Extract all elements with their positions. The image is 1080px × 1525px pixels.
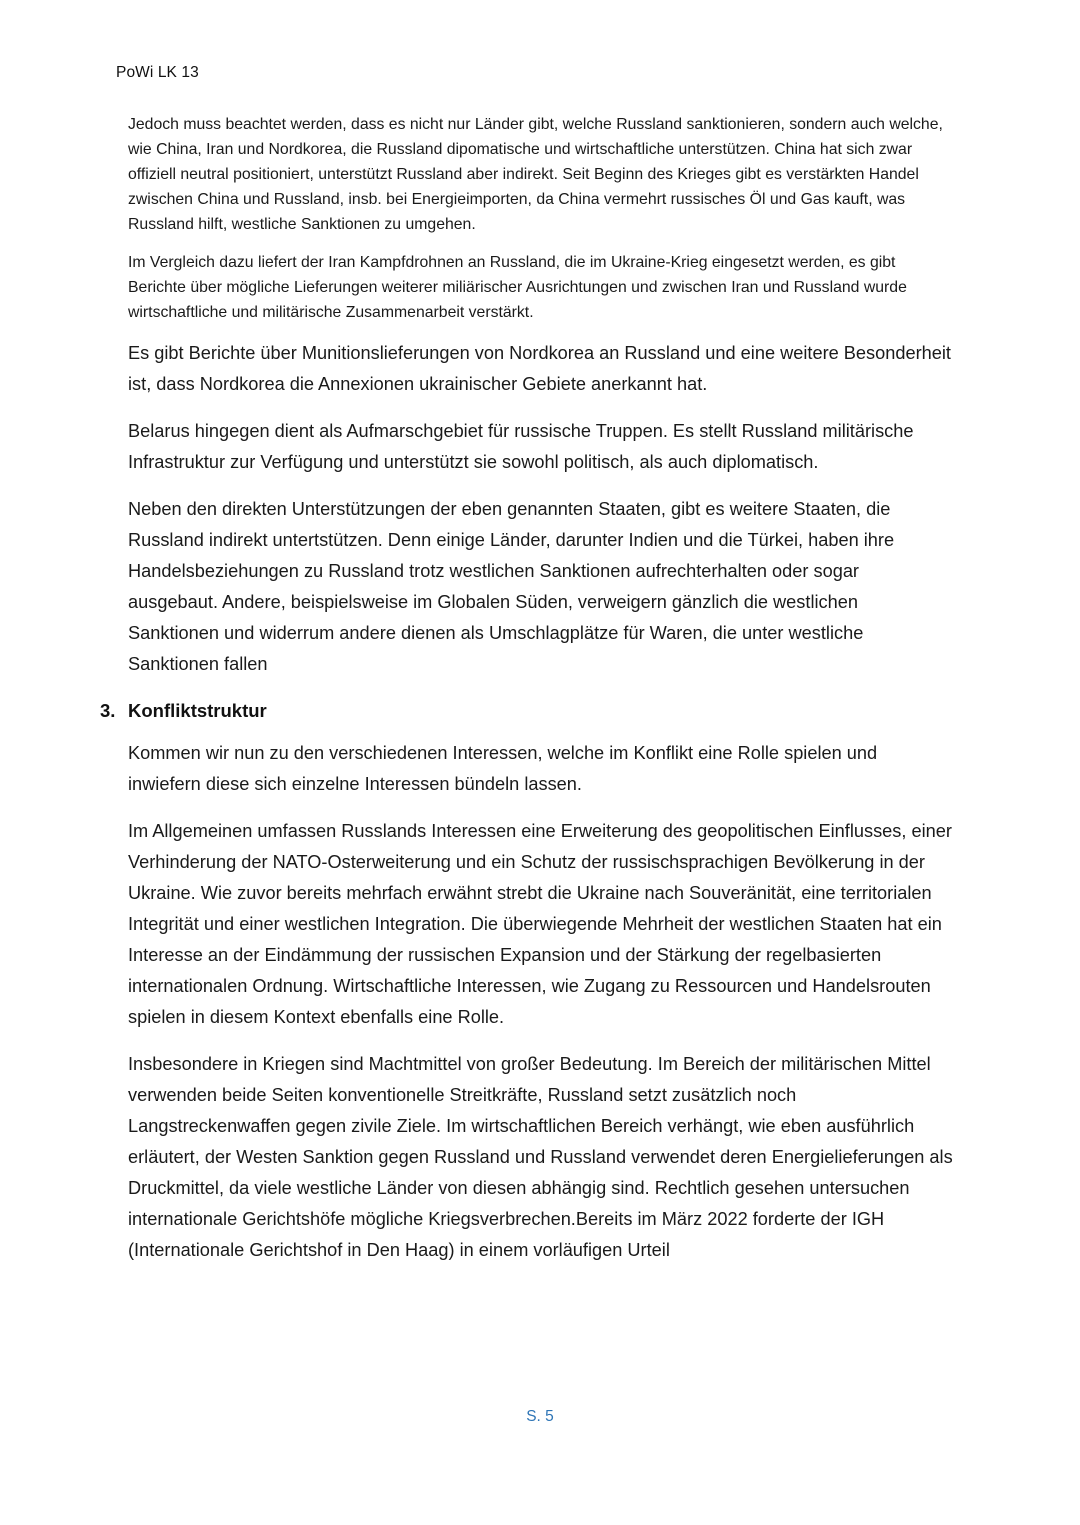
paragraph-belarus-support: Belarus hingegen dient als Aufmarschgebiet für russische Truppen. Es stellt Russland militärische Infrastruktur zur Verfügung und unterstützt sie sowohl politisch, als auch diplomatisch. <box>128 421 914 472</box>
paragraph-nordkorea-support: Es gibt Berichte über Munitionslieferungen von Nordkorea an Russland und eine weitere Besonderheit ist, dass Nordkorea die Annexionen ukrainischer Gebiete anerkannt hat. <box>128 343 951 394</box>
section-heading-konfliktstruktur <box>100 696 953 726</box>
section-title: Konfliktstruktur <box>128 700 267 721</box>
document-body <box>100 112 953 1282</box>
paragraph-indirect-support: Neben den direkten Unterstützungen der eben genannten Staaten, gibt es weitere Staaten, die Russland indirekt untertstützen. Denn einige Länder, darunter Indien und die Türkei, haben ihre Handelsbeziehungen zu Russland trotz westlichen Sanktionen aufrechterhalten oder sogar ausgebaut. Andere, beispielsweise im Globalen Süden, verweigern gänzlich die westlichen Sanktionen und widerrum andere dienen als Umschlagplätze für Waren, die unter westliche Sanktionen fallen <box>128 499 895 674</box>
paragraph-china-support: Jedoch muss beachtet werden, dass es nicht nur Länder gibt, welche Russland sanktionieren, sondern auch welche, wie China, Iran und Nordkorea, die Russland dipomatische und wirtschaftliche unterstützen. China hat sich zwar offiziell neutral positioniert, unterstützt Russland aber indirekt. Seit Beginn des Krieges gibt es verstärkten Handel zwischen China und Russland, insb. bei Energieimporten, da China vermehrt russisches Öl und Gas kauft, was Russland hilft, westliche Sanktionen zu umgehen. <box>128 116 943 233</box>
section-number: 3. <box>100 700 116 721</box>
page-header: PoWi LK 13 <box>116 64 199 81</box>
paragraph-interessen-detail: Im Allgemeinen umfassen Russlands Interessen eine Erweiterung des geopolitischen Einflusses, einer Verhinderung der NATO-Osterweiterung und ein Schutz der russischsprachigen Bevölkerung in der Ukraine. Wie zuvor bereits mehrfach erwähnt strebt die Ukraine nach Souveränität, eine territorialen Integrität und einer westlichen Integration. Die überwiegende Mehrheit der westlichen Staaten hat ein Interesse an der Eindämmung der russischen Expansion und der Stärkung der regelbasierten internationalen Ordnung. Wirtschaftliche Interessen, wie Zugang zu Ressourcen und Handelsrouten spielen in diesem Kontext ebenfalls eine Rolle. <box>128 821 952 1027</box>
paragraph-interessen-intro: Kommen wir nun zu den verschiedenen Interessen, welche im Konflikt eine Rolle spielen und inwiefern diese sich einzelne Interessen bündeln lassen. <box>128 743 878 794</box>
paragraph-iran-support: Im Vergleich dazu liefert der Iran Kampfdrohnen an Russland, die im Ukraine-Krieg eingesetzt werden, es gibt Berichte über mögliche Lieferungen weiterer miliärischer Ausrichtungen und zwischen Iran und Russland wurde wirtschaftliche und militärische Zusammenarbeit verstärkt. <box>128 254 907 321</box>
page-number: S. 5 <box>526 1408 554 1425</box>
paragraph-machtmittel: Insbesondere in Kriegen sind Machtmittel von großer Bedeutung. Im Bereich der militärischen Mittel verwenden beide Seiten konventionelle Streitkräfte, Russland setzt zusätzlich noch Langstreckenwaffen gegen zivile Ziele. Im wirtschaftlichen Bereich verhängt, wie eben ausführlich erläutert, der Westen Sanktion gegen Russland und Russland verwendet deren Energielieferungen als Druckmittel, da viele westliche Länder von diesen abhängig sind. Rechtlich gesehen untersuchen internationale Gerichtshöfe mögliche Kriegsverbrechen.Bereits im März 2022 forderte der IGH (Internationale Gerichtshof in Den Haag) in einem vorläufigen Urteil <box>128 1054 953 1260</box>
